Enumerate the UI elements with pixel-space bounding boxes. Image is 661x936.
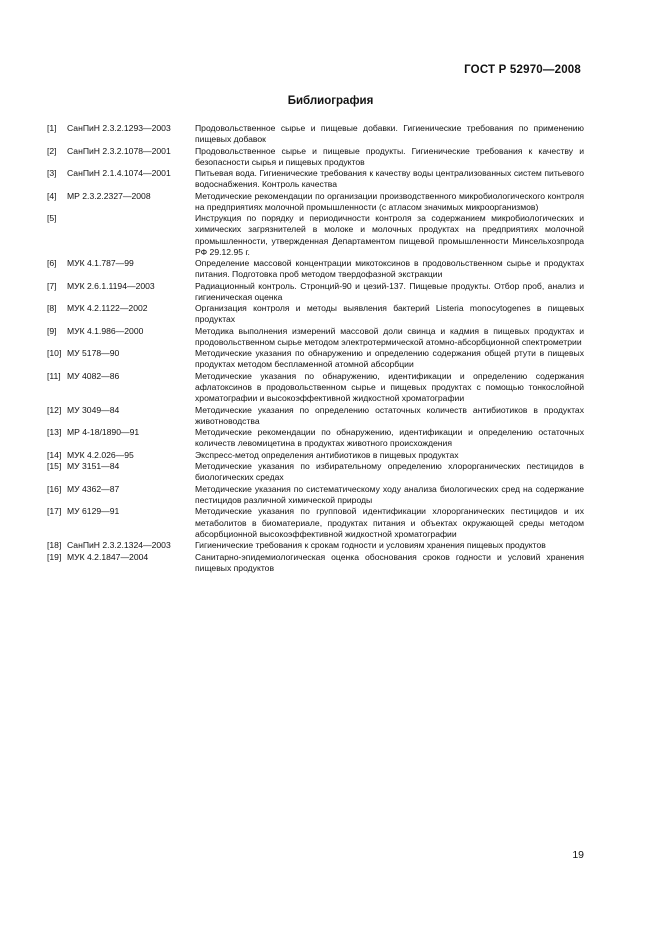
entry-reference — [47, 168, 195, 179]
entry-document-code: МУ 6129—91 — [67, 506, 120, 517]
entry-description: Методические указания по определению остаточных количеств антибиотиков в продуктах животноводства — [195, 404, 584, 426]
entry-description: Методические указания по обнаружению, идентификации и определению содержания афлатоксинов в продовольственном сырье и пищевых продуктах с помощью тонкослойной хроматографии и высокоэффективной жидкостной хроматографии — [195, 370, 584, 404]
entry-document-code: МУ 4362—87 — [67, 483, 120, 494]
entry-document-code: МУК 4.2.026—95 — [67, 449, 134, 460]
entry-description: Инструкция по порядку и периодичности контроля за содержанием микробиологических и химических загрязнителей в молоке и молочных продуктах на предприятиях молочной промышленности, утвержденная Департаментом пищевой промышленности Минсельхозпрода РФ 29.12.95 г. — [195, 213, 584, 257]
entry-number: [2] — [47, 145, 57, 156]
entry-description: Радиационный контроль. Стронций-90 и цезий-137. Пищевые продукты. Отбор проб, анализ и гигиеническая оценка — [195, 280, 584, 302]
entry-description: Организация контроля и методы выявления бактерий Listeria monocytogenes в пищевых продуктах — [195, 303, 584, 325]
entry-reference — [47, 146, 195, 157]
bibliography-list — [47, 123, 584, 574]
bibliography-entry — [47, 146, 584, 168]
entry-document-code: МУ 4082—86 — [67, 370, 120, 381]
entry-description: Питьевая вода. Гигиенические требования к качеству воды централизованных систем питьевого водоснабжения. Контроль качества — [195, 168, 584, 190]
entry-number: [15] — [47, 461, 62, 472]
entry-number: [10] — [47, 348, 62, 359]
entry-description: Продовольственное сырье и пищевые продукты. Гигиенические требования к качеству и безопасности сырья и пищевых продуктов — [195, 145, 584, 167]
entry-reference — [47, 213, 195, 224]
entry-reference — [47, 191, 195, 202]
entry-number: [18] — [47, 540, 62, 551]
entry-document-code: МУ 3049—84 — [67, 404, 120, 415]
bibliography-entry — [47, 506, 584, 539]
entry-reference — [47, 552, 195, 563]
entry-description: Продовольственное сырье и пищевые добавки. Гигиенические требования по применению пищевых добавок — [195, 123, 584, 145]
bibliography-title: Библиография — [287, 95, 374, 107]
entry-description: Гигиенические требования к срокам годности и условиям хранения пищевых продуктов — [195, 540, 546, 551]
entry-number: [7] — [47, 280, 57, 291]
entry-document-code: СанПиН 2.3.2.1078—2001 — [67, 145, 171, 156]
entry-reference — [47, 281, 195, 292]
entry-number: [5] — [47, 213, 57, 224]
bibliography-entry — [47, 461, 584, 483]
bibliography-entry — [47, 191, 584, 213]
entry-description: Определение массовой концентрации микотоксинов в продовольственном сырье и продуктах питания. Подготовка проб методом твердофазной экстракции — [195, 258, 584, 280]
entry-number: [6] — [47, 258, 57, 269]
bibliography-entry — [47, 450, 584, 461]
entry-description: Методические указания по обнаружению и определению содержания общей ртути в пищевых продуктах методом беспламенной атомной абсорбции — [195, 348, 584, 370]
entry-number: [12] — [47, 404, 62, 415]
entry-reference — [47, 506, 195, 517]
bibliography-entry — [47, 303, 584, 325]
entry-reference — [47, 258, 195, 269]
entry-number: [13] — [47, 427, 62, 438]
entry-number: [16] — [47, 483, 62, 494]
entry-document-code: МУК 4.1.787—99 — [67, 258, 134, 269]
entry-document-code: МР 4-18/1890—91 — [67, 427, 140, 438]
entry-reference — [47, 405, 195, 416]
entry-reference — [47, 123, 195, 134]
entry-reference — [47, 303, 195, 314]
entry-document-code: МУ 3151—84 — [67, 461, 120, 472]
entry-description: Методические указания по систематическому ходу анализа биологических сред на содержание пестицидов различной химической природы — [195, 483, 584, 505]
entry-document-code: МР 2.3.2.2327—2008 — [67, 190, 151, 201]
entry-number: [8] — [47, 303, 57, 314]
entry-reference — [47, 450, 195, 461]
entry-reference — [47, 484, 195, 495]
entry-description: Методика выполнения измерений массовой доли свинца и кадмия в пищевых продуктах и продовольственном сырье методом электротермической атомно-абсорбционной спектрометрии — [195, 325, 584, 347]
entry-description: Методические рекомендации по обнаружению, идентификации и определению остаточных количеств левомицетина в продуктах животного происхождения — [195, 427, 584, 449]
bibliography-entry — [47, 348, 584, 370]
bibliography-entry — [47, 258, 584, 280]
bibliography-entry — [47, 427, 584, 449]
entry-number: [1] — [47, 123, 57, 133]
page-number: 19 — [572, 849, 584, 861]
entry-document-code: СанПиН 2.3.2.1324—2003 — [67, 540, 171, 551]
bibliography-entry — [47, 123, 584, 145]
bibliography-entry — [47, 168, 584, 190]
bibliography-entry — [47, 405, 584, 427]
document-code-header: ГОСТ Р 52970—2008 — [464, 64, 581, 76]
entry-number: [9] — [47, 325, 57, 336]
bibliography-entry — [47, 281, 584, 303]
entry-number: [4] — [47, 190, 57, 201]
entry-number: [17] — [47, 506, 62, 517]
entry-document-code: МУ 5178—90 — [67, 348, 120, 359]
entry-reference — [47, 326, 195, 337]
entry-document-code: МУК 4.1.986—2000 — [67, 325, 144, 336]
entry-description: Методические указания по избирательному определению хлорорганических пестицидов в биологических средах — [195, 461, 584, 483]
bibliography-entry — [47, 213, 584, 257]
entry-reference — [47, 371, 195, 382]
entry-description: Методические указания по групповой идентификации хлорорганических пестицидов и их метаболитов в биоматериале, продуктах питания и объектах окружающей среды методом абсорбционной высокоэффективной жидкостной хроматографии — [195, 506, 584, 539]
entry-reference — [47, 540, 195, 551]
bibliography-entry — [47, 326, 584, 348]
entry-description: Санитарно-эпидемиологическая оценка обоснования сроков годности и условий хранения пищевых продуктов — [195, 551, 584, 573]
entry-description: Методические рекомендации по организации производственного микробиологического контроля на предприятиях молочной промышленности (с атласом значимых микроорганизмов) — [195, 190, 584, 212]
bibliography-entry — [47, 552, 584, 574]
entry-reference — [47, 348, 195, 359]
entry-document-code: МУК 2.6.1.1194—2003 — [67, 280, 155, 291]
entry-document-code: МУК 4.2.1122—2002 — [67, 303, 148, 314]
bibliography-entry — [47, 371, 584, 404]
bibliography-entry — [47, 484, 584, 506]
entry-number: [3] — [47, 168, 57, 179]
entry-reference — [47, 461, 195, 472]
entry-number: [14] — [47, 449, 62, 460]
entry-number: [11] — [47, 370, 61, 381]
bibliography-entry — [47, 540, 584, 551]
entry-reference — [47, 427, 195, 438]
entry-number: [19] — [47, 551, 62, 562]
entry-document-code: МУК 4.2.1847—2004 — [67, 551, 149, 562]
entry-description: Экспресс-метод определения антибиотиков в пищевых продуктах — [195, 449, 459, 460]
entry-document-code: СанПиН 2.3.2.1293—2003 — [67, 123, 171, 133]
entry-document-code: СанПиН 2.1.4.1074—2001 — [67, 168, 171, 179]
